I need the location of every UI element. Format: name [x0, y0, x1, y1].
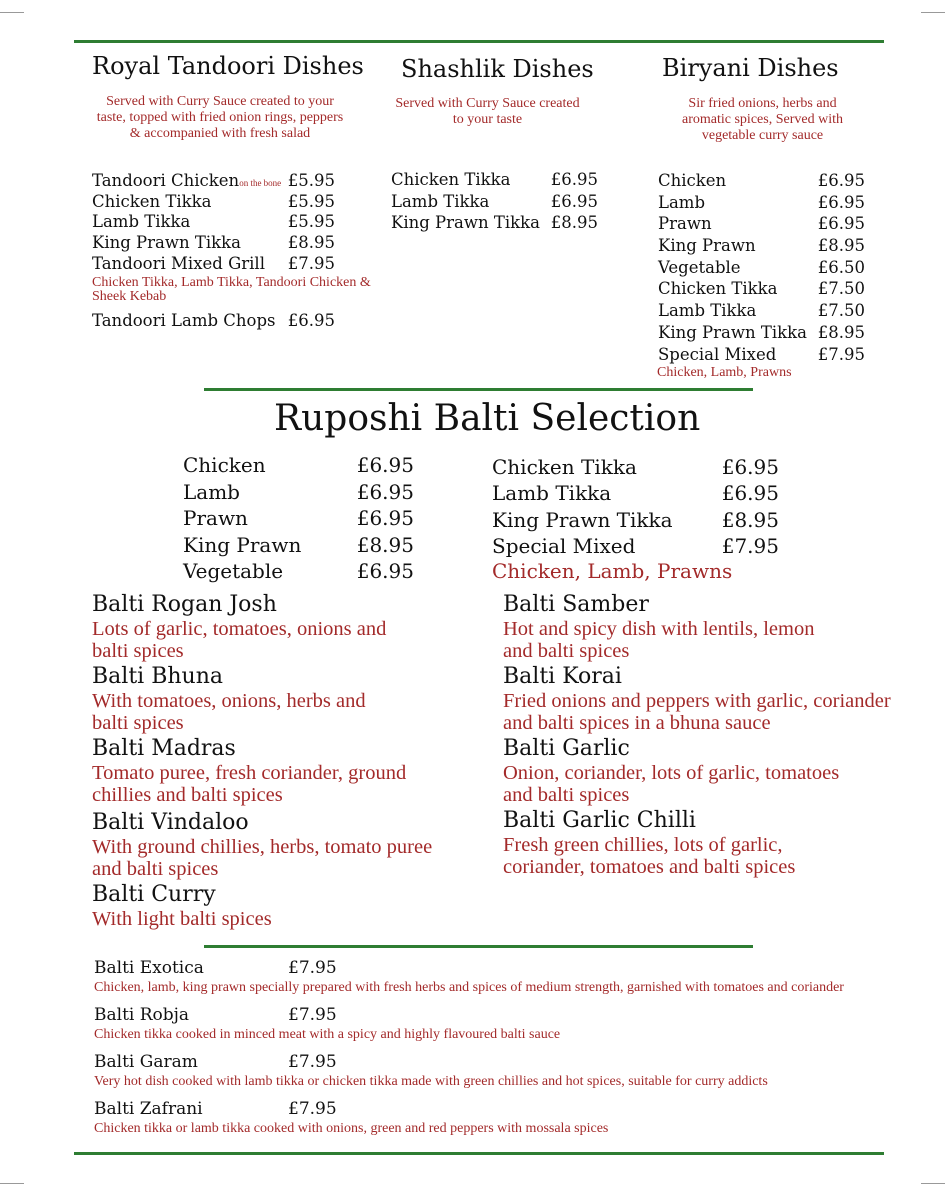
tandoori-item: Tandoori Mixed Grill £7.95: [92, 254, 335, 273]
dish-balti-garlic-chilli: Balti Garlic Chilli Fresh green chillies, lots of garlic, coriander, tomatoes and balti spices: [503, 808, 796, 878]
tandoori-lamb-chops: Tandoori Lamb Chops £6.95: [92, 311, 335, 330]
bottom-rule: [74, 1152, 884, 1155]
crop-mark-bottom-left: [0, 1183, 24, 1184]
shashlik-item: Chicken Tikka £6.95: [391, 170, 598, 189]
balti-left-item: King Prawn £8.95: [183, 533, 414, 557]
crop-mark-top-right: [921, 12, 945, 13]
dish-balti-madras: Balti Madras Tomato puree, fresh coriander, ground chillies and balti spices: [92, 736, 407, 806]
balti-right-item: Special Mixed £7.95: [492, 534, 779, 558]
special-balti-garam: Balti Garam £7.95 Very hot dish cooked with lamb tikka or chicken tikka made with green chillies and hot spices, suitable for curry addicts: [94, 1052, 768, 1089]
tandoori-mixed-note: Chicken Tikka, Lamb Tikka, Tandoori Chicken & Sheek Kebab: [92, 275, 371, 304]
dish-balti-korai: Balti Korai Fried onions and peppers with garlic, coriander and balti spices in a bhuna sauce: [503, 664, 891, 734]
balti-left-item: Chicken £6.95: [183, 453, 414, 477]
tandoori-title: Royal Tandoori Dishes: [92, 52, 364, 80]
crop-mark-top-left: [0, 12, 24, 13]
shashlik-desc: Served with Curry Sauce created to your taste: [395, 96, 580, 127]
balti-left-item: Vegetable £6.95: [183, 559, 414, 583]
biryani-item: Vegetable £6.50: [658, 258, 865, 277]
top-rule: [74, 40, 884, 43]
biryani-item: Special Mixed £7.95: [658, 345, 865, 364]
biryani-item: Chicken £6.95: [658, 171, 865, 190]
biryani-item: Chicken Tikka £7.50: [658, 279, 865, 298]
biryani-desc: Sir fried onions, herbs and aromatic spices, Served with vegetable curry sauce: [682, 96, 843, 143]
balti-title: Ruposhi Balti Selection: [274, 398, 701, 439]
specials-top-rule: [204, 945, 753, 948]
biryani-item: Lamb Tikka £7.50: [658, 301, 865, 320]
dish-balti-samber: Balti Samber Hot and spicy dish with lentils, lemon and balti spices: [503, 592, 815, 662]
balti-right-item: Lamb Tikka £6.95: [492, 481, 779, 505]
balti-left-item: Lamb £6.95: [183, 480, 414, 504]
special-balti-robja: Balti Robja £7.95 Chicken tikka cooked in minced meat with a spicy and highly flavoured balti sauce: [94, 1005, 561, 1042]
tandoori-item: Lamb Tikka £5.95: [92, 212, 335, 231]
balti-top-rule: [204, 388, 753, 391]
balti-right-item: Chicken Tikka £6.95: [492, 455, 779, 479]
biryani-item: Lamb £6.95: [658, 193, 865, 212]
balti-mixed-note: Chicken, Lamb, Prawns: [492, 559, 733, 583]
tandoori-chicken-note: on the bone: [239, 178, 282, 188]
dish-balti-bhuna: Balti Bhuna With tomatoes, onions, herbs and balti spices: [92, 664, 366, 734]
biryani-item: Prawn £6.95: [658, 214, 865, 233]
crop-mark-bottom-right: [921, 1183, 945, 1184]
dish-balti-vindaloo: Balti Vindaloo With ground chillies, herbs, tomato puree and balti spices: [92, 810, 433, 880]
tandoori-item: Chicken Tikka £5.95: [92, 192, 335, 211]
shashlik-title: Shashlik Dishes: [401, 55, 594, 83]
tandoori-item: King Prawn Tikka £8.95: [92, 233, 335, 252]
dish-balti-curry: Balti Curry With light balti spices: [92, 882, 272, 930]
biryani-mixed-note: Chicken, Lamb, Prawns: [657, 365, 792, 380]
biryani-item: King Prawn Tikka £8.95: [658, 323, 865, 342]
shashlik-item: Lamb Tikka £6.95: [391, 192, 598, 211]
tandoori-item: Tandoori Chickenon the bone £5.95: [92, 171, 335, 190]
biryani-item: King Prawn £8.95: [658, 236, 865, 255]
special-balti-exotica: Balti Exotica £7.95 Chicken, lamb, king prawn specially prepared with fresh herbs and spices of medium strength, garnished with tomatoes and coriander: [94, 958, 844, 995]
dish-balti-garlic: Balti Garlic Onion, coriander, lots of garlic, tomatoes and balti spices: [503, 736, 840, 806]
balti-right-item: King Prawn Tikka £8.95: [492, 508, 779, 532]
shashlik-item: King Prawn Tikka £8.95: [391, 213, 598, 232]
balti-left-item: Prawn £6.95: [183, 506, 414, 530]
biryani-title: Biryani Dishes: [662, 54, 839, 82]
dish-balti-rogan-josh: Balti Rogan Josh Lots of garlic, tomatoes, onions and balti spices: [92, 592, 387, 662]
special-balti-zafrani: Balti Zafrani £7.95 Chicken tikka or lamb tikka cooked with onions, green and red peppers with mossala spices: [94, 1099, 609, 1136]
tandoori-desc: Served with Curry Sauce created to your taste, topped with fried onion rings, peppers & accompanied with fresh salad: [96, 94, 344, 141]
